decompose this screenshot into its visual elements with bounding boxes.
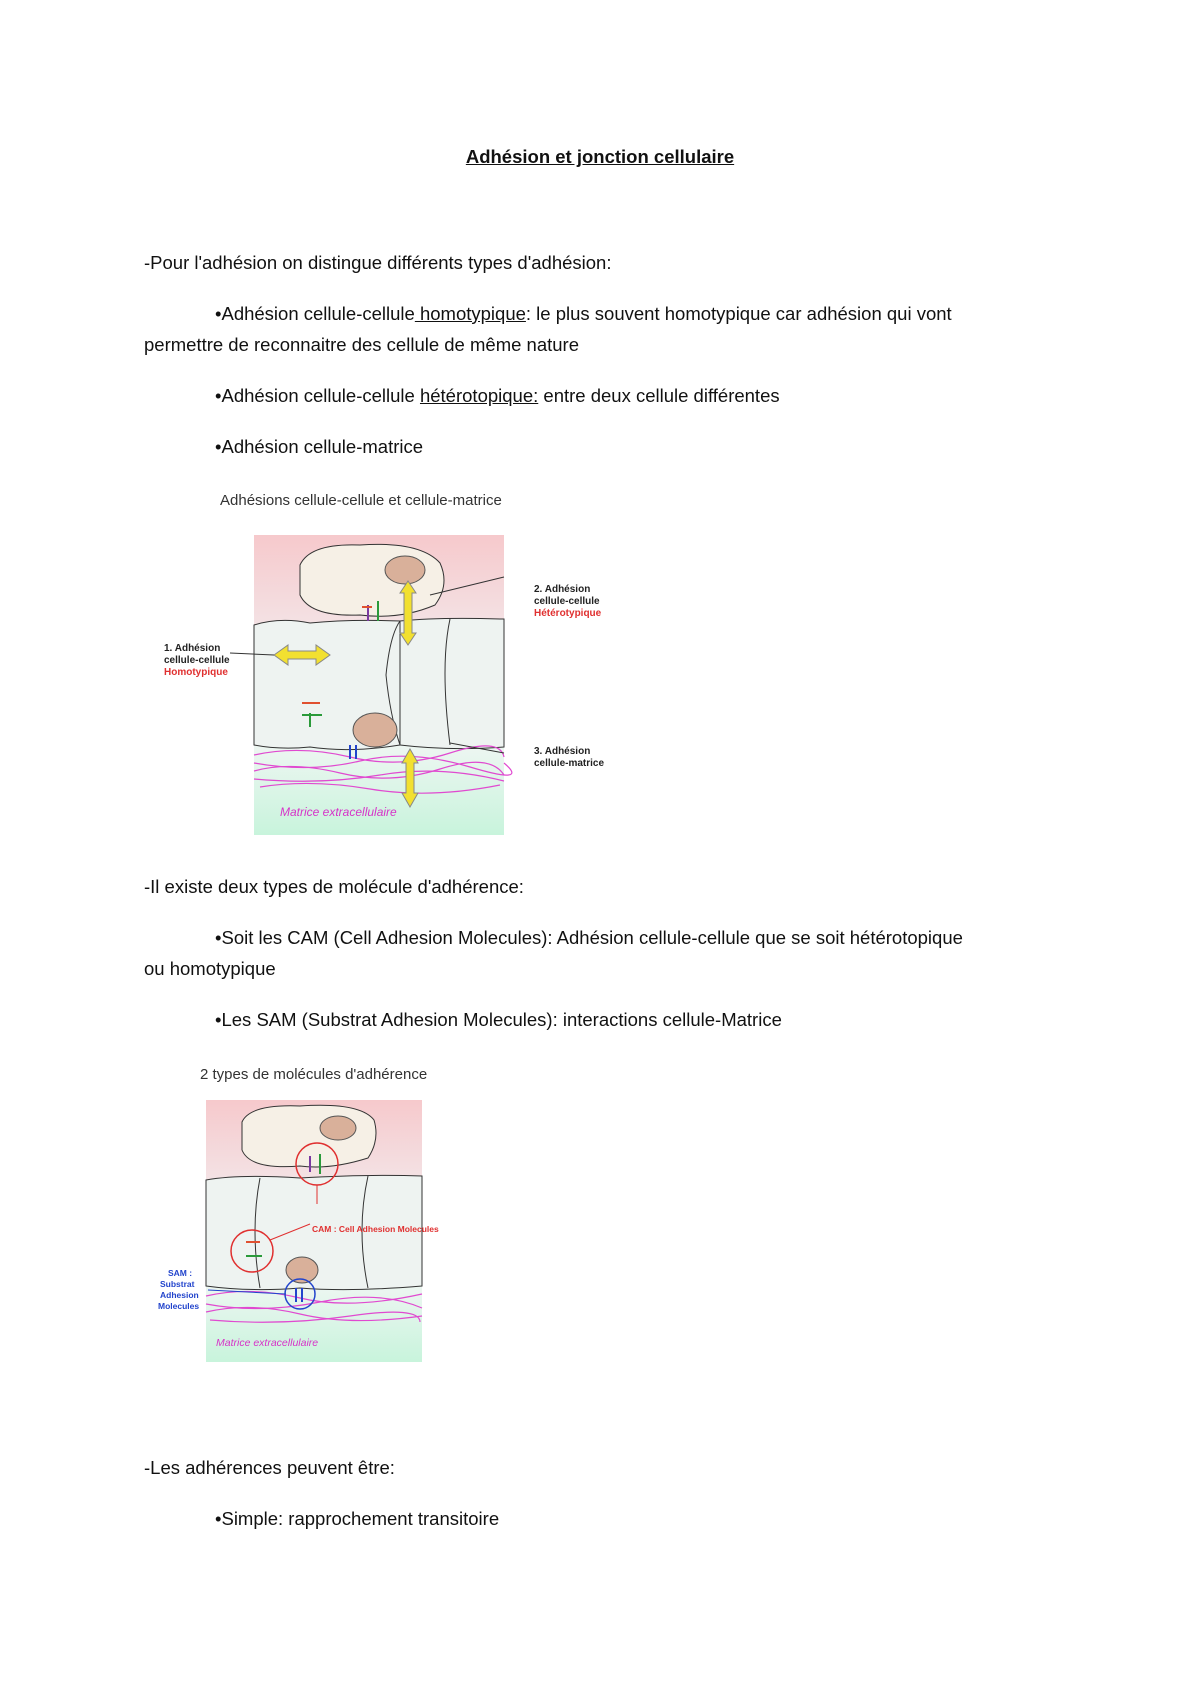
bullet-cam-continuation: ou homotypique xyxy=(144,958,276,979)
bullet-homotypique xyxy=(215,301,952,327)
bullet-text: •Adhésion cellule-cellule xyxy=(215,303,415,324)
bullet-cam: •Soit les CAM (Cell Adhesion Molecules): Adhésion cellule-cellule que se soit hétérotopique xyxy=(215,927,963,948)
figure2-sam-line1: SAM : xyxy=(168,1268,193,1278)
figure2-sam-line2: Substrat xyxy=(160,1279,195,1289)
figure2-matrix-label: Matrice extracellulaire xyxy=(216,1337,319,1349)
figure2-caption: 2 types de molécules d'adhérence xyxy=(200,1066,428,1083)
underlined-term: hétérotopique: xyxy=(419,385,539,406)
figure1-label2-line3: Hétérotypique xyxy=(534,608,602,619)
figure2-sam-line3: Adhesion xyxy=(160,1290,199,1300)
adherence-intro: -Les adhérences peuvent être: xyxy=(144,1457,395,1478)
figure1-label3-line1: 3. Adhésion xyxy=(534,746,591,757)
figure2-diagram xyxy=(150,1100,450,1370)
figure1-diagram xyxy=(150,535,610,845)
bullet-text: entre deux cellule différentes xyxy=(538,385,780,406)
figure2-cam-label: CAM : Cell Adhesion Molecules xyxy=(312,1224,439,1234)
figure1-label2-line2: cellule-cellule xyxy=(534,596,600,607)
figure1-label3-line2: cellule-matrice xyxy=(534,758,605,769)
bullet-sam: •Les SAM (Substrat Adhesion Molecules): interactions cellule-Matrice xyxy=(215,1009,782,1030)
bullet-text: : le plus souvent homotypique car adhésion qui vont xyxy=(525,303,952,324)
bullet-text: •Adhésion cellule-cellule xyxy=(215,385,420,406)
bullet-cellule-matrice: •Adhésion cellule-matrice xyxy=(215,436,424,457)
figure2-sam-line4: Molecules xyxy=(158,1301,200,1311)
figure1-label1-line2: cellule-cellule xyxy=(164,655,230,666)
page-title: Adhésion et jonction cellulaire xyxy=(465,146,735,167)
underlined-term: homotypique xyxy=(414,303,526,324)
bullet-heterotopique xyxy=(215,383,780,409)
molecule-intro: -Il existe deux types de molécule d'adhérence: xyxy=(144,876,524,897)
figure1-matrix-label: Matrice extracellulaire xyxy=(280,805,397,819)
figure1-caption: Adhésions cellule-cellule et cellule-matrice xyxy=(220,492,502,509)
intro-line: -Pour l'adhésion on distingue différents types d'adhésion: xyxy=(144,252,612,273)
figure1-label1-line1: 1. Adhésion xyxy=(164,643,221,654)
figure1-label1-line3: Homotypique xyxy=(164,667,228,678)
bullet-continuation: permettre de reconnaitre des cellule de même nature xyxy=(144,334,579,355)
figure1-label2-line1: 2. Adhésion xyxy=(534,584,591,595)
bullet-simple: •Simple: rapprochement transitoire xyxy=(215,1508,500,1529)
